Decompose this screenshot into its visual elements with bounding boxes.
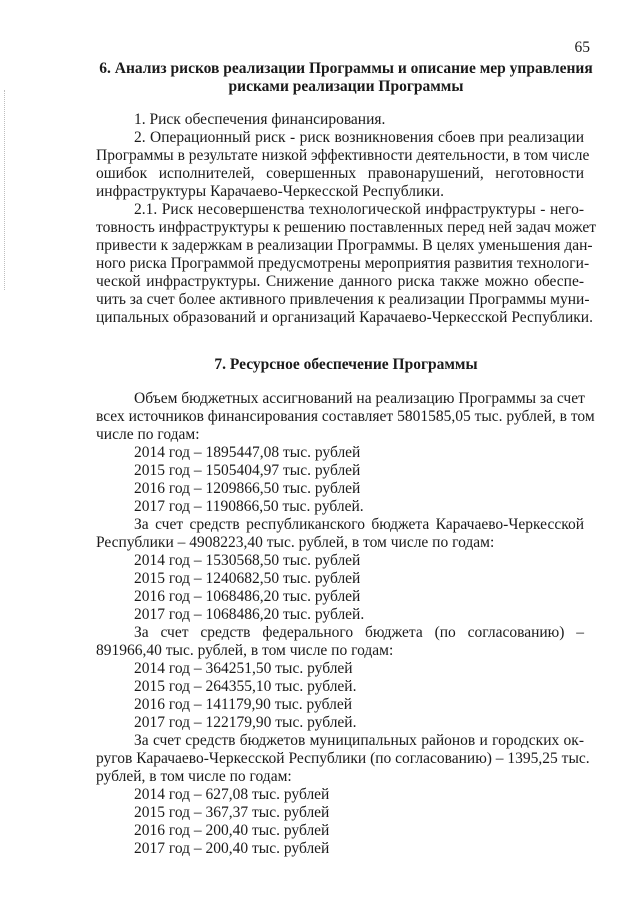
section-6-line: ного риска Программой предусмотрены мероприятия развития технологи-	[96, 255, 590, 272]
section-6-line: инфраструктуры Карачаево-Черкесской Республики.	[96, 183, 444, 200]
section-7-line: За счет средств бюджетов муниципальных районов и городских ок-	[134, 732, 584, 749]
funding-year-line: 2015 год – 1240682,50 тыс. рублей	[134, 570, 361, 587]
funding-year-line: 2016 год – 200,40 тыс. рублей	[134, 822, 330, 839]
funding-year-line: 2014 год – 1530568,50 тыс. рублей	[134, 552, 361, 569]
section-6-line: привести к задержкам в реализации Программы. В целях уменьшения дан-	[96, 237, 593, 254]
funding-year-line: 2017 год – 200,40 тыс. рублей	[134, 840, 330, 857]
section-6-line: ципальных образований и организаций Карачаево-Черкесской Республики.	[96, 309, 593, 326]
funding-year-line: 2015 год – 1505404,97 тыс. рублей	[134, 462, 361, 479]
section-6-line: товность инфраструктуры к решению поставленных перед ней задач может	[96, 219, 597, 236]
funding-year-line: 2017 год – 122179,90 тыс. рублей.	[134, 714, 357, 731]
funding-year-line: 2014 год – 627,08 тыс. рублей	[134, 786, 330, 803]
section-6-line: Программы в результате низкой эффективности деятельности, в том числе	[96, 147, 590, 164]
section-7-line: всех источников финансирования составляет 5801585,05 тыс. рублей, в том	[96, 408, 595, 425]
section-7-line: рублей, в том числе по годам:	[96, 768, 292, 785]
section-6-heading	[96, 60, 596, 96]
section-6-line: чить за счет более активного привлечения к реализации Программы муни-	[96, 291, 590, 308]
funding-year-line: 2014 год – 364251,50 тыс. рублей	[134, 660, 353, 677]
funding-year-line: 2015 год – 367,37 тыс. рублей	[134, 804, 330, 821]
section-7-line: 891966,40 тыс. рублей, в том числе по годам:	[96, 642, 394, 659]
funding-year-line: 2016 год – 141179,90 тыс. рублей	[134, 696, 353, 713]
funding-year-line: 2017 год – 1190866,50 тыс. рублей.	[134, 498, 364, 515]
section-6-line: ошибок исполнителей, совершенных правонарушений, неготовности	[96, 165, 584, 182]
section-6-heading-line-1: 6. Анализ рисков реализации Программы и описание мер управления	[99, 60, 593, 77]
section-6-heading-line-2: рисками реализации Программы	[228, 78, 464, 95]
funding-year-line: 2015 год – 264355,10 тыс. рублей.	[134, 678, 357, 695]
section-6-line: 2.1. Риск несовершенства технологической инфраструктуры - него-	[134, 201, 584, 218]
funding-year-line: 2016 год – 1209866,50 тыс. рублей	[134, 480, 361, 497]
funding-year-line: 2016 год – 1068486,20 тыс. рублей	[134, 588, 361, 605]
page-number: 65	[574, 39, 590, 56]
funding-year-line: 2017 год – 1068486,20 тыс. рублей.	[134, 606, 365, 623]
section-6-line: 2. Операционный риск - риск возникновения сбоев при реализации	[134, 129, 584, 146]
section-7-heading: 7. Ресурсное обеспечение Программы	[214, 356, 478, 373]
funding-year-line: 2014 год – 1895447,08 тыс. рублей	[134, 444, 361, 461]
section-7-line: числе по годам:	[96, 426, 200, 443]
section-6-line: 1. Риск обеспечения финансирования.	[134, 111, 386, 128]
section-7-line: Объем бюджетных ассигнований на реализацию Программы за счет	[134, 390, 585, 407]
scan-edge-mark	[4, 90, 6, 290]
section-7-line: ругов Карачаево-Черкесской Республики (по согласованию) – 1395,25 тыс.	[96, 750, 590, 767]
section-7-line: Республики – 4908223,40 тыс. рублей, в том числе по годам:	[96, 534, 495, 551]
section-7-line: За счет средств федерального бюджета (по согласованию) –	[134, 624, 584, 641]
section-7-line: За счет средств республиканского бюджета Карачаево-Черкесской	[134, 516, 584, 533]
section-6-line: ческой инфраструктуры. Снижение данного риска также можно обеспе-	[96, 273, 584, 290]
